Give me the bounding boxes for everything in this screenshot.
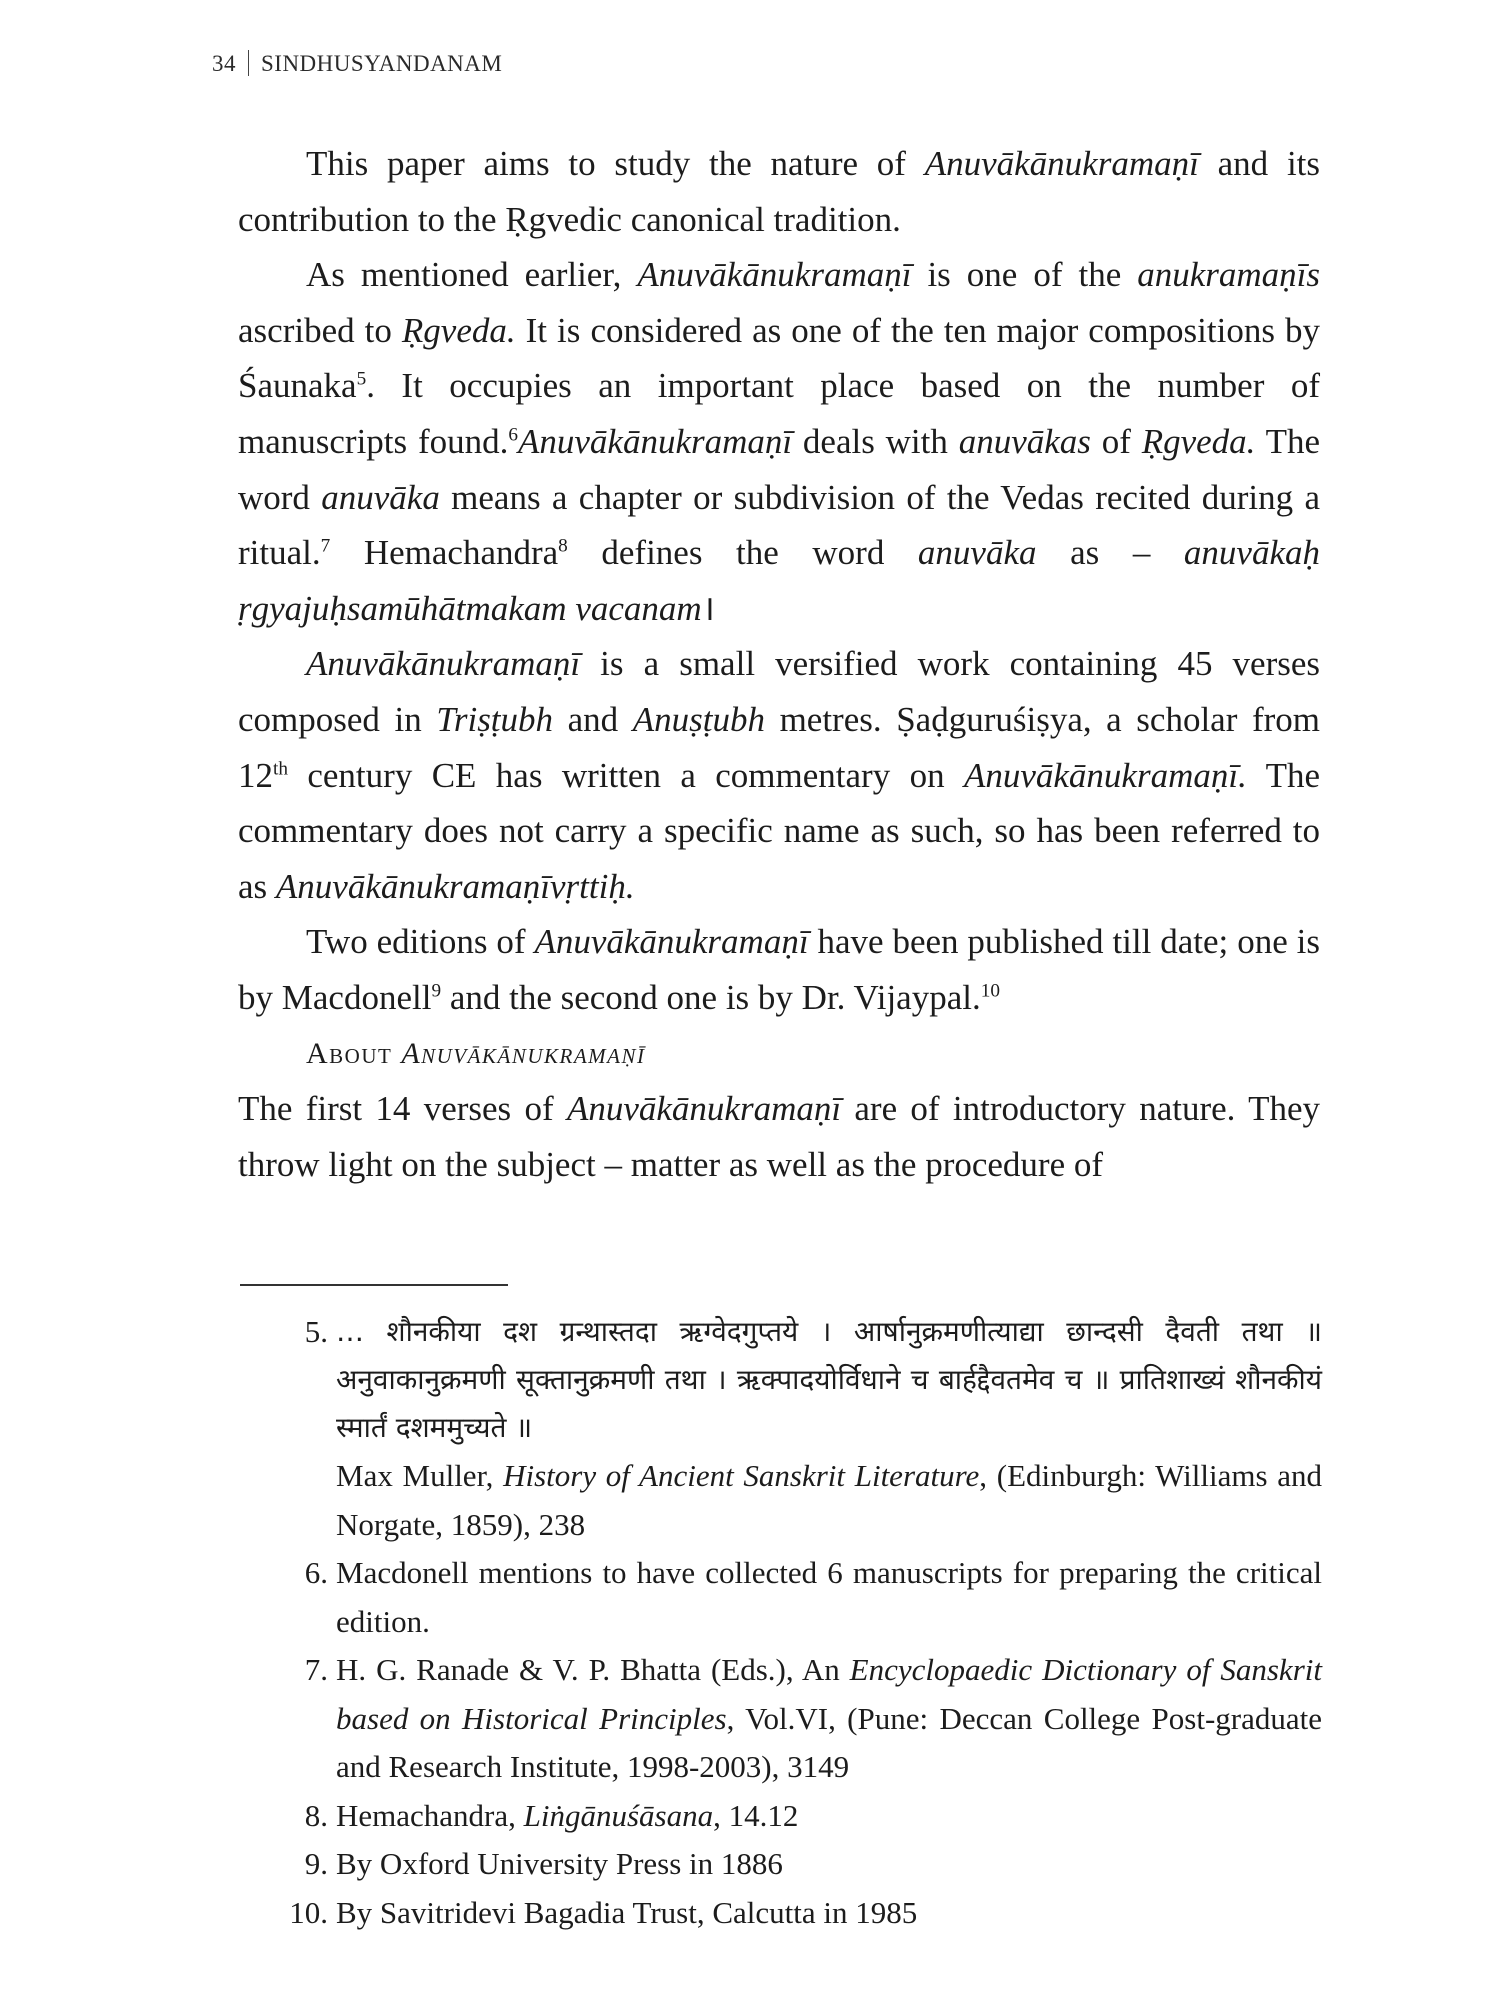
footnote-ref-7[interactable]: 7 [320,535,331,557]
section-heading: About Anuvākānukramaṇī [306,1036,646,1070]
running-header [212,50,502,77]
footnote-ref-6[interactable]: 6 [508,424,518,446]
footnote-rule [240,1284,508,1286]
paragraph-5: The first 14 verses of Anuvākānukramaṇī are of introductory nature. They throw light on the subject – matter as well as the procedure of [238,1089,1320,1184]
footnote-5 [282,1308,1322,1549]
footnote-number: 8. [304,1797,328,1833]
page-number: 34 [212,51,236,76]
footnote-number: 9. [304,1846,328,1881]
paragraph-2: As mentioned earlier, Anuvākānukramaṇī is one of the anukramaṇīs ascribed to Ṛgveda. It is considered as one of the ten major compositions by Śaunaka$^5$. It occupies an important place based on the number of manuscripts found.$^6$Anuvākānukramaṇī deals with anuvākas of Ṛgveda. The word anuvāka means a chapter or subdivision of the Vedas recited during a ritual.$^7$ Hemachandra$^8$ defines the word anuvāka as – anuvākaḥ ṛgyajuḥsamūhātmakam vacanam। [238,255,1321,628]
main-text [238,136,1320,1192]
footnote-8: 8. Hemachandra, Liṅgānuśāsana, 14.12 [282,1792,1322,1841]
footnote-ref-10[interactable]: 10 [980,980,1000,1002]
footnote-6: 6. Macdonell mentions to have collected 6 manuscripts for preparing the critical edition. [282,1549,1322,1646]
footnote-ref-9[interactable]: 9 [431,980,442,1002]
footnote-ref-5[interactable]: 5 [356,368,367,390]
footnote-ref-8[interactable]: 8 [558,535,568,557]
footnote-number: 6. [304,1555,328,1590]
footnote-7: 7. H. G. Ranade & V. P. Bhatta (Eds.), An Encyclopaedic Dictionary of Sanskrit based on Historical Principles, Vol.VI, (Pune: Deccan College Post-graduate and Research Institute, 1998-2003), 3149 [282,1646,1322,1792]
running-title: SINDHUSYANDANAM [261,51,503,76]
footnote-number: 7. [304,1652,328,1687]
paragraph-1: This paper aims to study the nature of Anuvākānukramaṇī and its contribution to the Ṛgvedic canonical tradition. [238,144,1321,239]
sanskrit-quote: … शौनकीया दश ग्रन्थास्तदा ऋग्वेदगुप्तये । आर्षानुक्रमणीत्याद्या छान्दसी दैवती तथा ॥ अनुवाकानुक्रमणी सूक्तानुक्रमणी तथा । ऋक्पादयोर्विधाने च बार्हद्दैवतमेव च ॥ प्रातिशाख्यं शौनकीयं स्मार्तं दशममुच्यते ॥ [336,1315,1322,1444]
footnote-number: 10. [289,1894,328,1930]
citation: Max Muller, History of Ancient Sanskrit Literature, (Edinburgh: Williams and Norgate, 1859), 238 [336,1458,1322,1542]
footnote-number: 5. [304,1314,328,1349]
footnotes [282,1308,1322,1937]
footnote-9: 9. By Oxford University Press in 1886 [282,1840,1322,1889]
paragraph-4: Two editions of Anuvākānukramaṇī have been published till date; one is by Macdonell$^9$ and the second one is by Dr. Vijaypal.$^{10}$ [238,922,1320,1017]
paragraph-3: Anuvākānukramaṇī is a small versified work containing 45 verses composed in Triṣṭubh and Anuṣṭubh metres. Ṣaḍguruśiṣya, a scholar from 12th century CE has written a commentary on Anuvākānukramaṇī. The commentary does not carry a specific name as such, so has been referred to as Anuvākānukramaṇīvṛttiḥ. [238,644,1320,906]
header-divider [248,50,249,76]
footnote-10: 10. By Savitridevi Bagadia Trust, Calcutta in 1985 [282,1889,1322,1938]
